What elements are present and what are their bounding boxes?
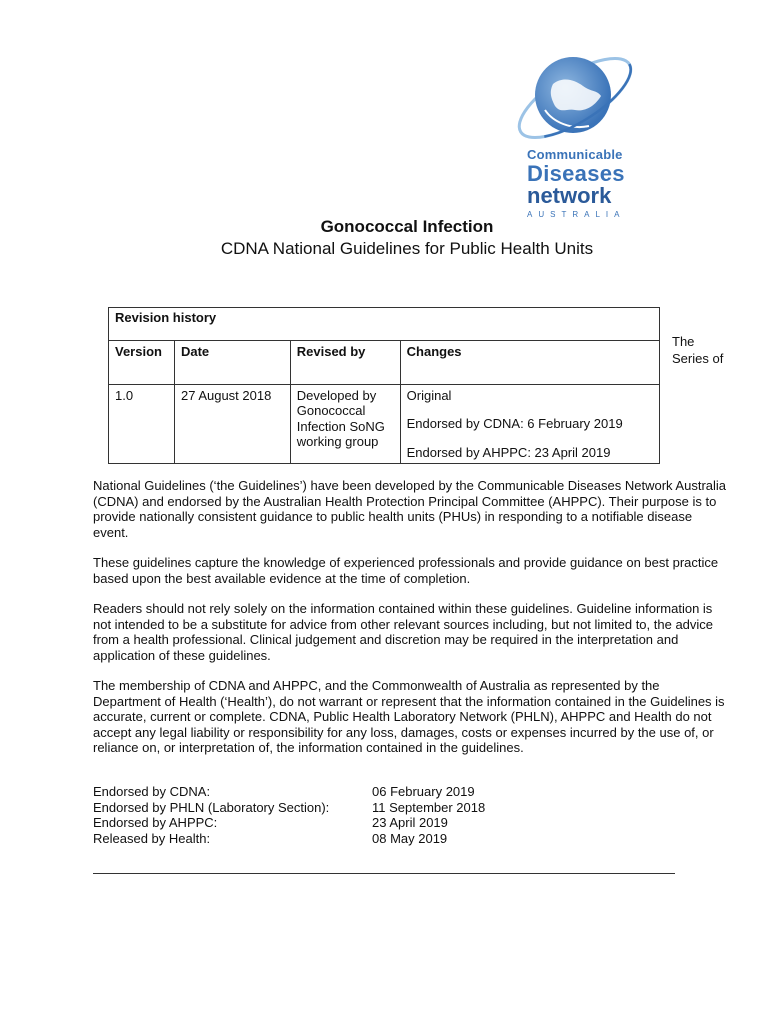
change-item: Endorsed by AHPPC: 23 April 2019 — [406, 444, 611, 460]
list-item — [93, 784, 485, 800]
endorsement-label: Endorsed by PHLN (Laboratory Section): — [93, 799, 330, 815]
logo-line-4: AUSTRALIA — [527, 210, 626, 219]
col-header-date: Date — [174, 340, 290, 384]
document-title: Gonococcal Infection — [320, 217, 494, 236]
endorsement-date: 08 May 2019 — [372, 830, 448, 846]
globe-logo-icon — [505, 40, 640, 150]
cell-changes — [400, 384, 659, 464]
paragraph: Readers should not rely solely on the information contained within these guidelines. Guideline information is not intended to be a substitute for advice from other relevant sources including, but not limited to, the advice from a health professional. Clinical judgement and discretion may be required in the interpretation and application of these guidelines. — [93, 601, 714, 663]
endorsement-date: 23 April 2019 — [372, 815, 448, 830]
change-item: Endorsed by CDNA: 6 February 2019 — [406, 416, 623, 431]
list-item — [93, 800, 485, 816]
endorsement-date: 06 February 2019 — [372, 784, 475, 799]
body-text — [93, 478, 729, 771]
logo-wordmark — [527, 148, 625, 219]
logo-line-2: Diseases — [527, 161, 625, 186]
revision-history-table — [108, 307, 660, 464]
logo-line-3: network — [527, 183, 612, 208]
cell-revised-by: Developed by Gonococcal Infection SoNG working group — [290, 384, 400, 464]
cell-date: 27 August 2018 — [174, 384, 290, 464]
list-item — [93, 831, 485, 847]
logo-line-1: Communicable — [527, 147, 623, 162]
endorsement-label: Released by Health: — [93, 830, 211, 846]
endorsement-label: Endorsed by AHPPC: — [93, 815, 218, 830]
list-item — [93, 815, 485, 831]
change-item: Original — [406, 387, 452, 403]
col-header-version: Version — [109, 340, 175, 384]
floating-text: The Series of — [672, 334, 724, 366]
col-header-revised-by: Revised by — [290, 340, 400, 384]
endorsement-list — [93, 784, 485, 846]
table-row — [109, 384, 660, 464]
paragraph: These guidelines capture the knowledge of experienced professionals and provide guidance on best practice based upon the best available evidence at the time of completion. — [93, 555, 719, 586]
revision-history-caption: Revision history — [109, 308, 660, 341]
col-header-changes: Changes — [400, 340, 659, 384]
cell-version: 1.0 — [109, 384, 175, 464]
cdna-logo — [505, 40, 640, 220]
document-subtitle: CDNA National Guidelines for Public Health Units — [220, 239, 594, 258]
endorsement-label: Endorsed by CDNA: — [93, 784, 211, 799]
endorsement-date: 11 September 2018 — [372, 799, 486, 815]
footer-divider — [93, 873, 675, 874]
paragraph: The membership of CDNA and AHPPC, and the Commonwealth of Australia as represented by the Department of Health (‘Health’), do not warrant or represent that the information contained in the Guidelines is accurate, current or complete. CDNA, Public Health Laboratory Network (PHLN), AHPPC and Health do not accept any legal liability or responsibility for any loss, damages, costs or expenses incurred by the use of, or reliance on, or interpretation of, the information contained in the guidelines. — [93, 678, 725, 755]
paragraph: National Guidelines (‘the Guidelines’) have been developed by the Communicable Diseases Network Australia (CDNA) and endorsed by the Australian Health Protection Principal Committee (AHPPC). Their purpose is to provide nationally consistent guidance to public health units (PHUs) in responding to a notifiable disease event. — [93, 478, 727, 540]
